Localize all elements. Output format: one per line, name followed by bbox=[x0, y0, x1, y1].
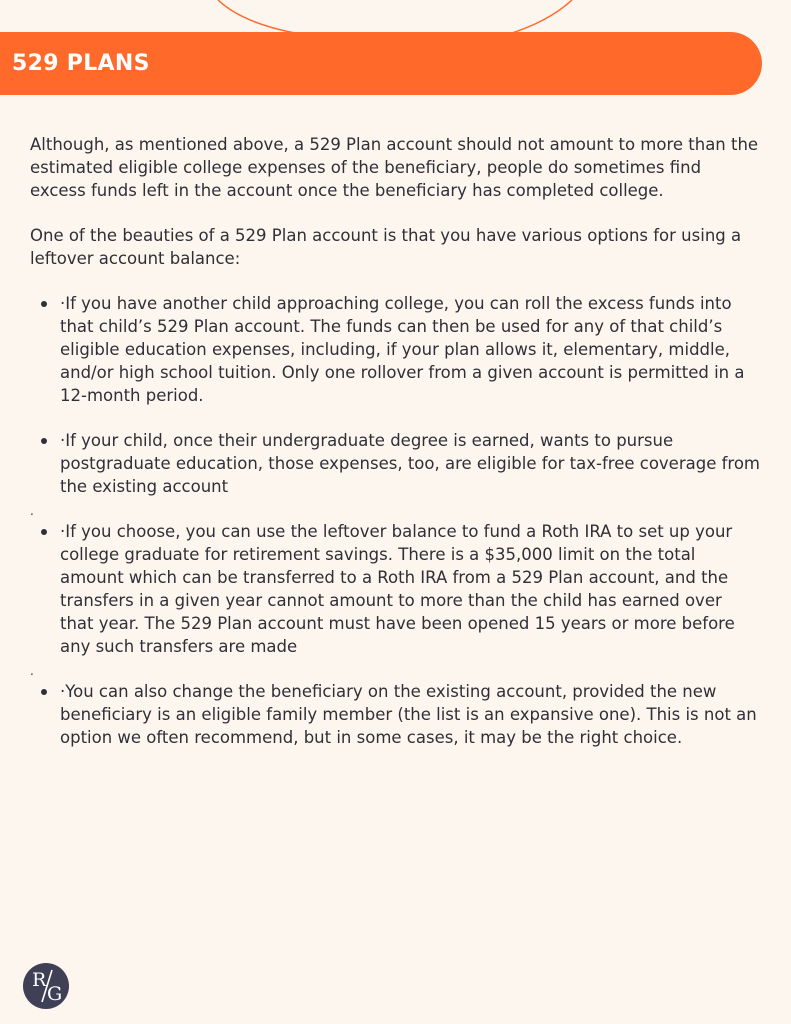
options-list bbox=[30, 292, 760, 749]
list-item: ·You can also change the beneficiary on the existing account, provided the new beneficiary is an eligible family member (the list is an expansive one). This is not an option we often recommend, but in some cases, it may be the right choice. bbox=[30, 680, 760, 749]
svg-text:R: R bbox=[32, 969, 47, 991]
section-header-banner bbox=[0, 32, 762, 95]
intro-paragraph: Although, as mentioned above, a 529 Plan account should not amount to more than the estimated eligible college expenses of the beneficiary, people do sometimes find excess funds left in the account once the beneficiary has completed college. bbox=[30, 135, 759, 200]
list-item: ·If you choose, you can use the leftover balance to fund a Roth IRA to set up your college graduate for retirement savings. There is a $35,000 limit on the total amount which can be transferred to a Roth IRA from a 529 Plan account, and the transfers in a given year cannot amount to more than the child has earned over that year. The 529 Plan account must have been opened 15 years or more before any such transfers are made bbox=[30, 520, 760, 658]
options-lead-paragraph: One of the beauties of a 529 Plan account is that you have various options for using a leftover account balance: bbox=[30, 226, 742, 268]
article-body bbox=[30, 133, 760, 771]
rfg-logo bbox=[22, 962, 70, 1010]
stray-dot: . bbox=[30, 504, 34, 518]
list-item: ·If your child, once their undergraduate degree is earned, wants to pursue postgraduate education, those expenses, too, are eligible for tax-free coverage from the existing account bbox=[30, 429, 760, 498]
list-item: ·If you have another child approaching college, you can roll the excess funds into that child’s 529 Plan account. The funds can then be used for any of that child’s eligible education expenses, including, if your plan allows it, elementary, middle, and/or high school tuition. Only one rollover from a given account is permitted in a 12-month period. bbox=[30, 292, 760, 407]
section-title: 529 PLANS bbox=[12, 51, 150, 76]
svg-text:G: G bbox=[47, 983, 63, 1005]
stray-dot: . bbox=[30, 664, 34, 678]
